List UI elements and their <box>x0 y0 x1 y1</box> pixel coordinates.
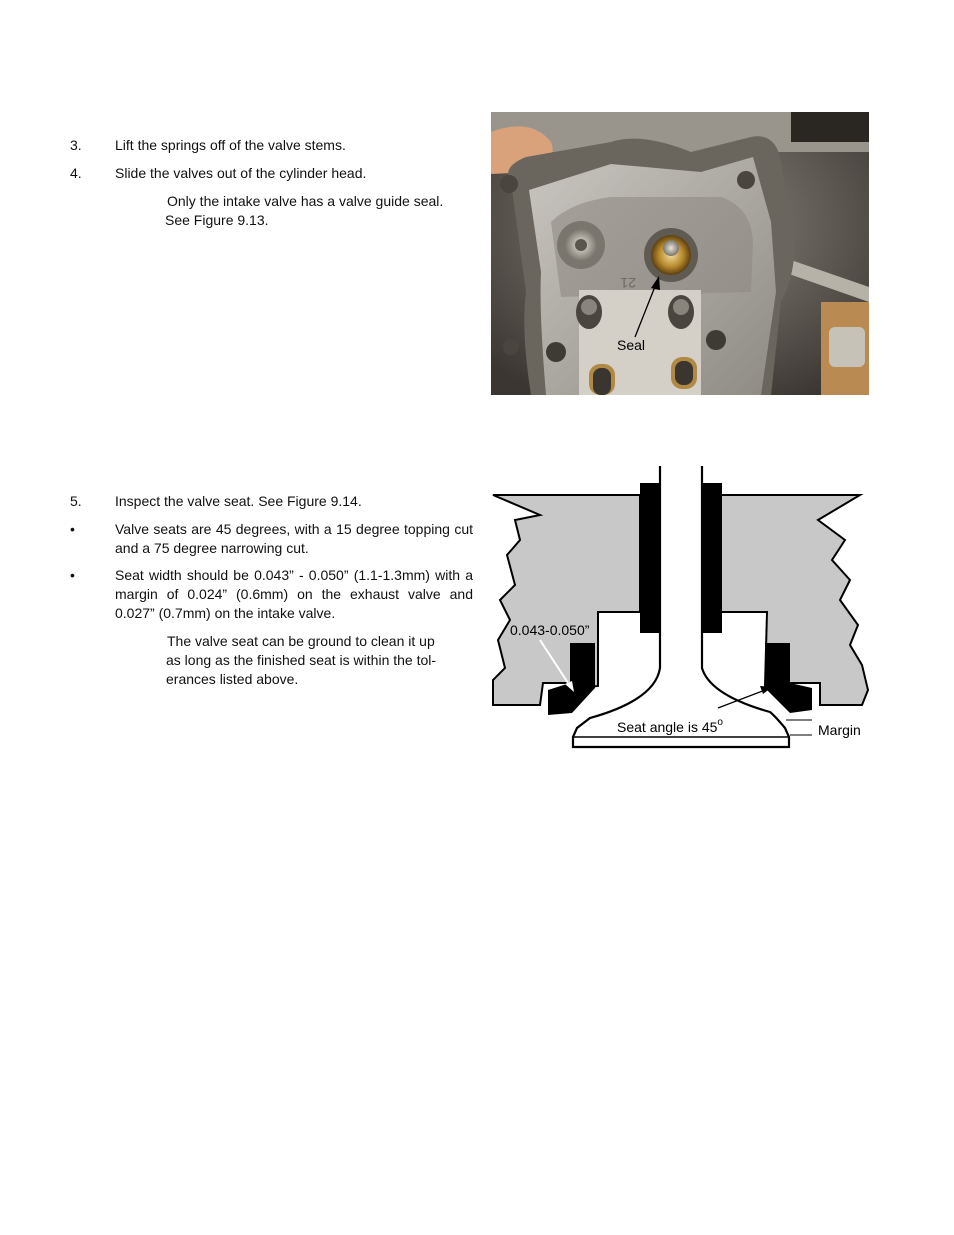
note-line: erances listed above. <box>166 671 299 687</box>
note-valve-seal <box>166 192 474 230</box>
note-line: The valve seat can be ground to clean it up <box>167 633 435 649</box>
margin-label: Margin <box>818 722 861 738</box>
bullet-text: Seat width should be 0.043” - 0.050” (1.1-1.3mm) with a margin of 0.024” (0.6mm) on the exhaust valve and 0.027” (0.7mm) on the intake valve. <box>115 567 473 621</box>
casting-mark: 21 <box>620 275 636 291</box>
figure-valve-seat-diagram <box>488 463 874 753</box>
valve-seat-illustration <box>488 463 874 753</box>
note-line: Only the intake valve has a valve guide seal. <box>167 193 444 209</box>
seal-label: Seal <box>617 337 646 353</box>
bullet-seat-angles <box>70 520 473 558</box>
seat-width-label: 0.043-0.050” <box>510 622 590 638</box>
step-text: Slide the valves out of the cylinder head. <box>115 165 367 181</box>
bullet-seat-width <box>70 566 473 623</box>
photo-illustration <box>491 112 869 395</box>
step-text: Lift the springs off of the valve stems. <box>115 137 346 153</box>
note-line: See Figure 9.13. <box>165 212 269 228</box>
step-3 <box>70 136 473 155</box>
step-text: Inspect the valve seat. See Figure 9.14. <box>115 493 362 509</box>
step-number: 4. <box>70 165 82 181</box>
step-5 <box>70 492 473 511</box>
bullet-mark: • <box>70 521 75 537</box>
step-number: 3. <box>70 137 82 153</box>
step-4 <box>70 164 473 183</box>
note-line: as long as the finished seat is within the tol- <box>166 652 437 668</box>
figure-valve-seal-photo <box>491 112 869 395</box>
step-number: 5. <box>70 493 82 509</box>
note-grinding <box>166 632 474 689</box>
bullet-text: Valve seats are 45 degrees, with a 15 degree topping cut and a 75 degree narrowing cut. <box>115 521 473 556</box>
bullet-mark: • <box>70 567 75 583</box>
seat-angle-label: Seat angle is 45$^o$ <box>617 717 723 735</box>
